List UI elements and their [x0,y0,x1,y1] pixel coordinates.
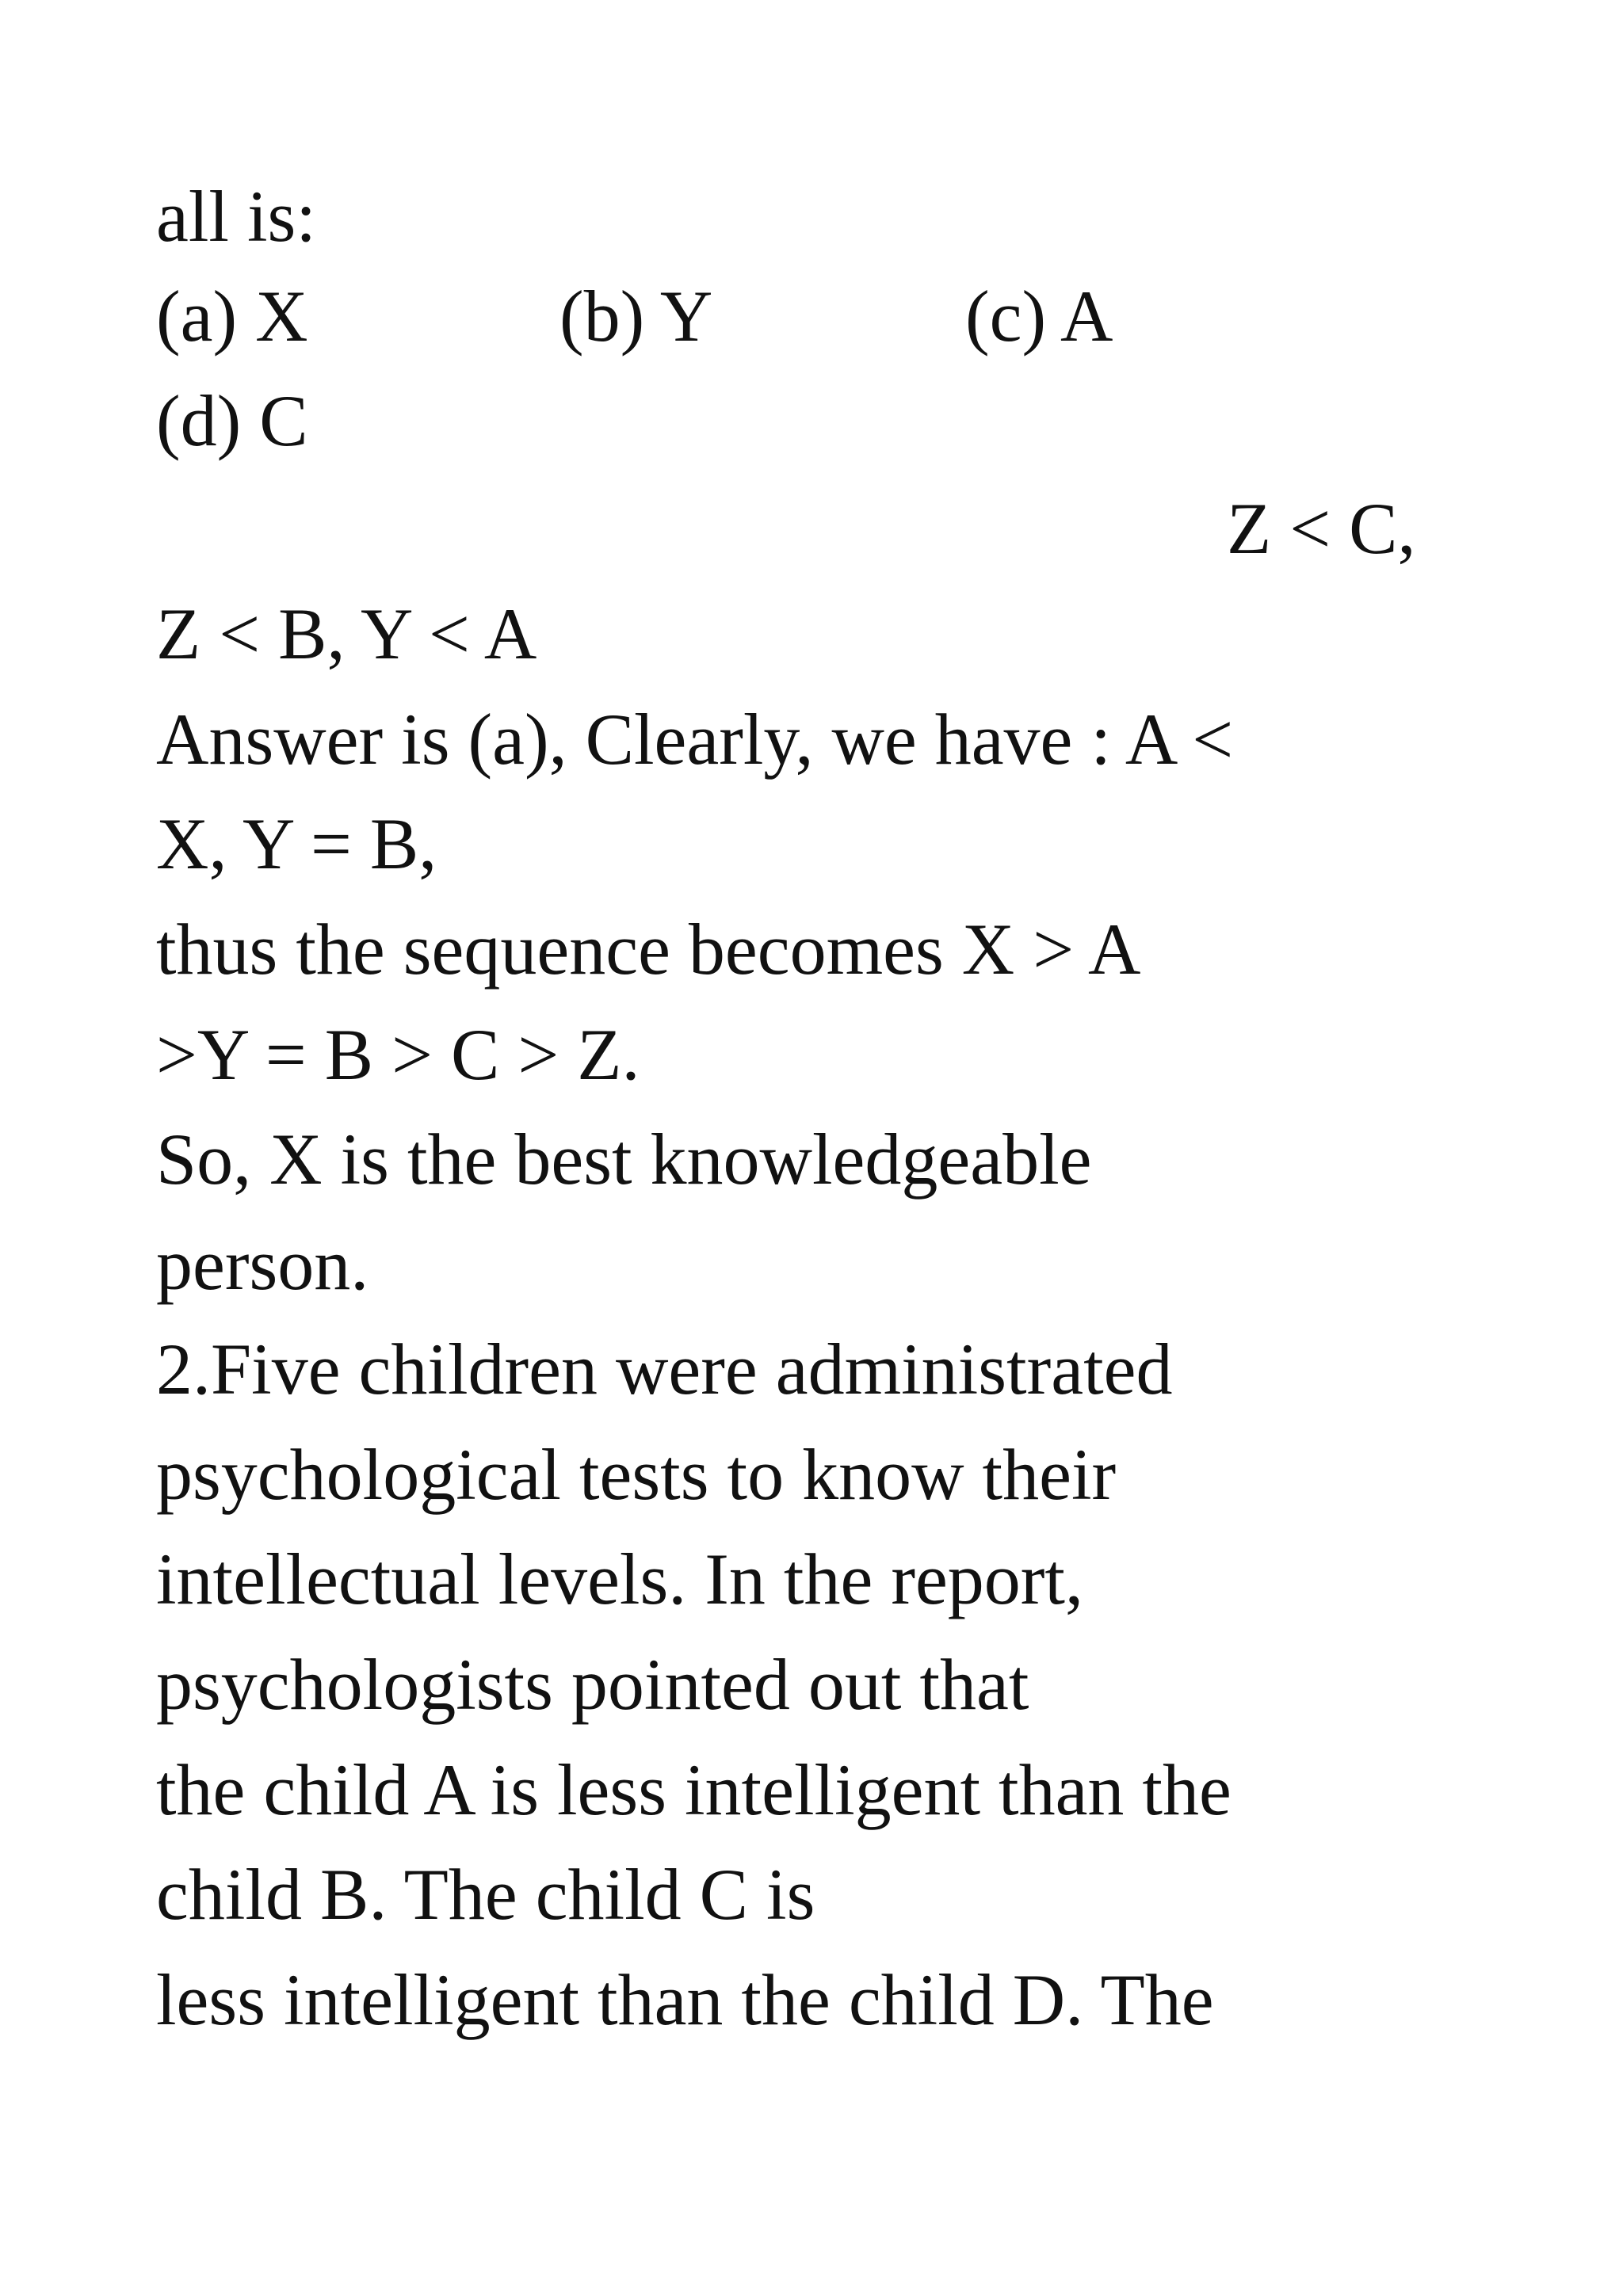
question-line: psychologists pointed out that [156,1644,1029,1725]
question-line: child B. The child C is [156,1854,815,1935]
continuation-text: all is: [156,176,316,257]
relation-line-2: Z < B, Y < A [156,593,537,674]
question-line: psychological tests to know their [156,1434,1117,1515]
option-c: (c) A [965,276,1113,357]
question-line: the child A is less intelligent than the [156,1749,1232,1830]
answer-line: person. [156,1224,369,1305]
question-line: less intelligent than the child D. The [156,1959,1214,2040]
answer-line: So, X is the best knowledgeable [156,1119,1092,1199]
answer-line: >Y = B > C > Z. [156,1014,640,1095]
option-b: (b) Y [559,276,713,357]
question-line: 2.Five children were administrated [156,1329,1173,1409]
option-d: (d) C [156,380,308,461]
answer-line: Answer is (a), Clearly, we have : A < [156,699,1234,780]
answer-line: thus the sequence becomes X > A [156,909,1141,990]
relation-line-1: Z < C, [1227,488,1416,569]
answer-line: X, Y = B, [156,803,437,884]
option-a: (a) X [156,276,308,357]
question-line: intellectual levels. In the report, [156,1539,1083,1619]
